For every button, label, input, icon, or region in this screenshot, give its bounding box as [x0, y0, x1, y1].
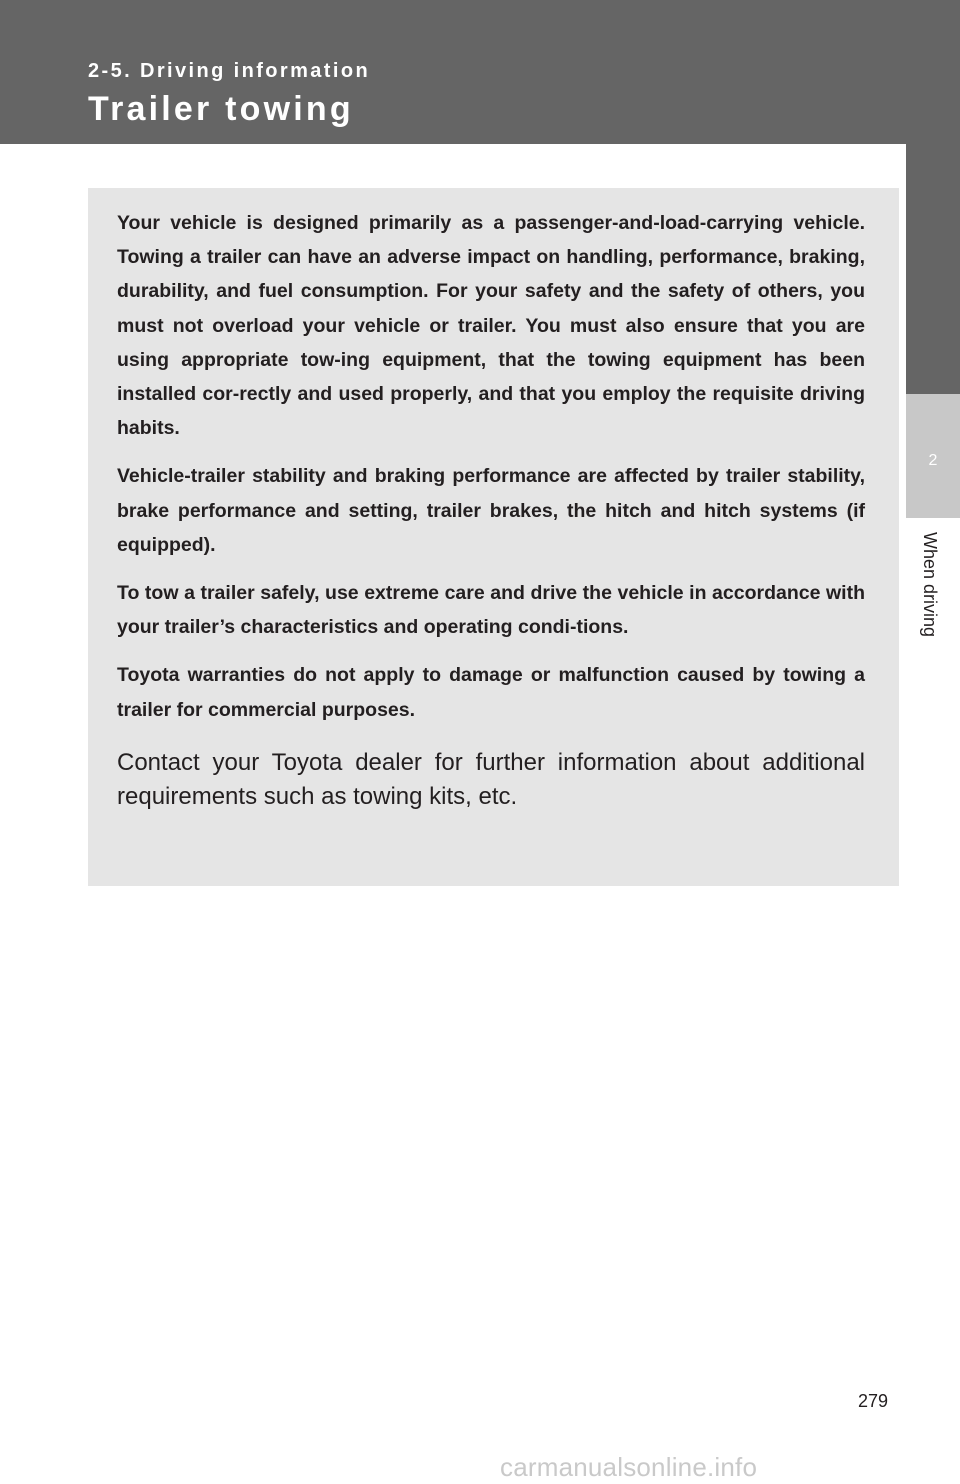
page-title: Trailer towing — [88, 90, 354, 128]
watermark: carmanualsonline.info — [500, 1452, 758, 1482]
chapter-tab — [906, 144, 960, 1484]
chapter-number: 2 — [928, 452, 938, 469]
page-header — [0, 0, 960, 144]
page-number: 279 — [858, 1391, 889, 1411]
stability-paragraph: Vehicle-trailer stability and braking performance are affected by trailer stability, brake performance and setting, trailer brakes, the hitch and hitch systems (if equipped). — [117, 465, 865, 556]
info-box — [88, 188, 899, 886]
safety-paragraph: To tow a trailer safely, use extreme care and drive the vehicle in accordance with your trailer’s characteristics and operating condi-tions. — [117, 582, 865, 639]
warranty-paragraph: Toyota warranties do not apply to damage or malfunction caused by towing a trailer for commercial purposes. — [117, 664, 865, 721]
chapter-label: When driving — [920, 532, 940, 638]
intro-paragraph: Your vehicle is designed primarily as a passenger-and-load-carrying vehicle. Towing a trailer can have an adverse impact on handling, performance, braking, durability, and fuel consumption. For your safety and the safety of others, you must not overload your vehicle or trailer. You must also ensure that you are using appropriate tow-ing equipment, that the towing equipment has been installed cor-rectly and used properly, and that you employ the requisite driving habits. — [117, 212, 865, 440]
contact-paragraph: Contact your Toyota dealer for further information about additional requirements such as towing kits, etc. — [117, 748, 865, 810]
section-label: 2-5. Driving information — [88, 60, 371, 82]
chapter-tab-upper — [906, 144, 960, 394]
